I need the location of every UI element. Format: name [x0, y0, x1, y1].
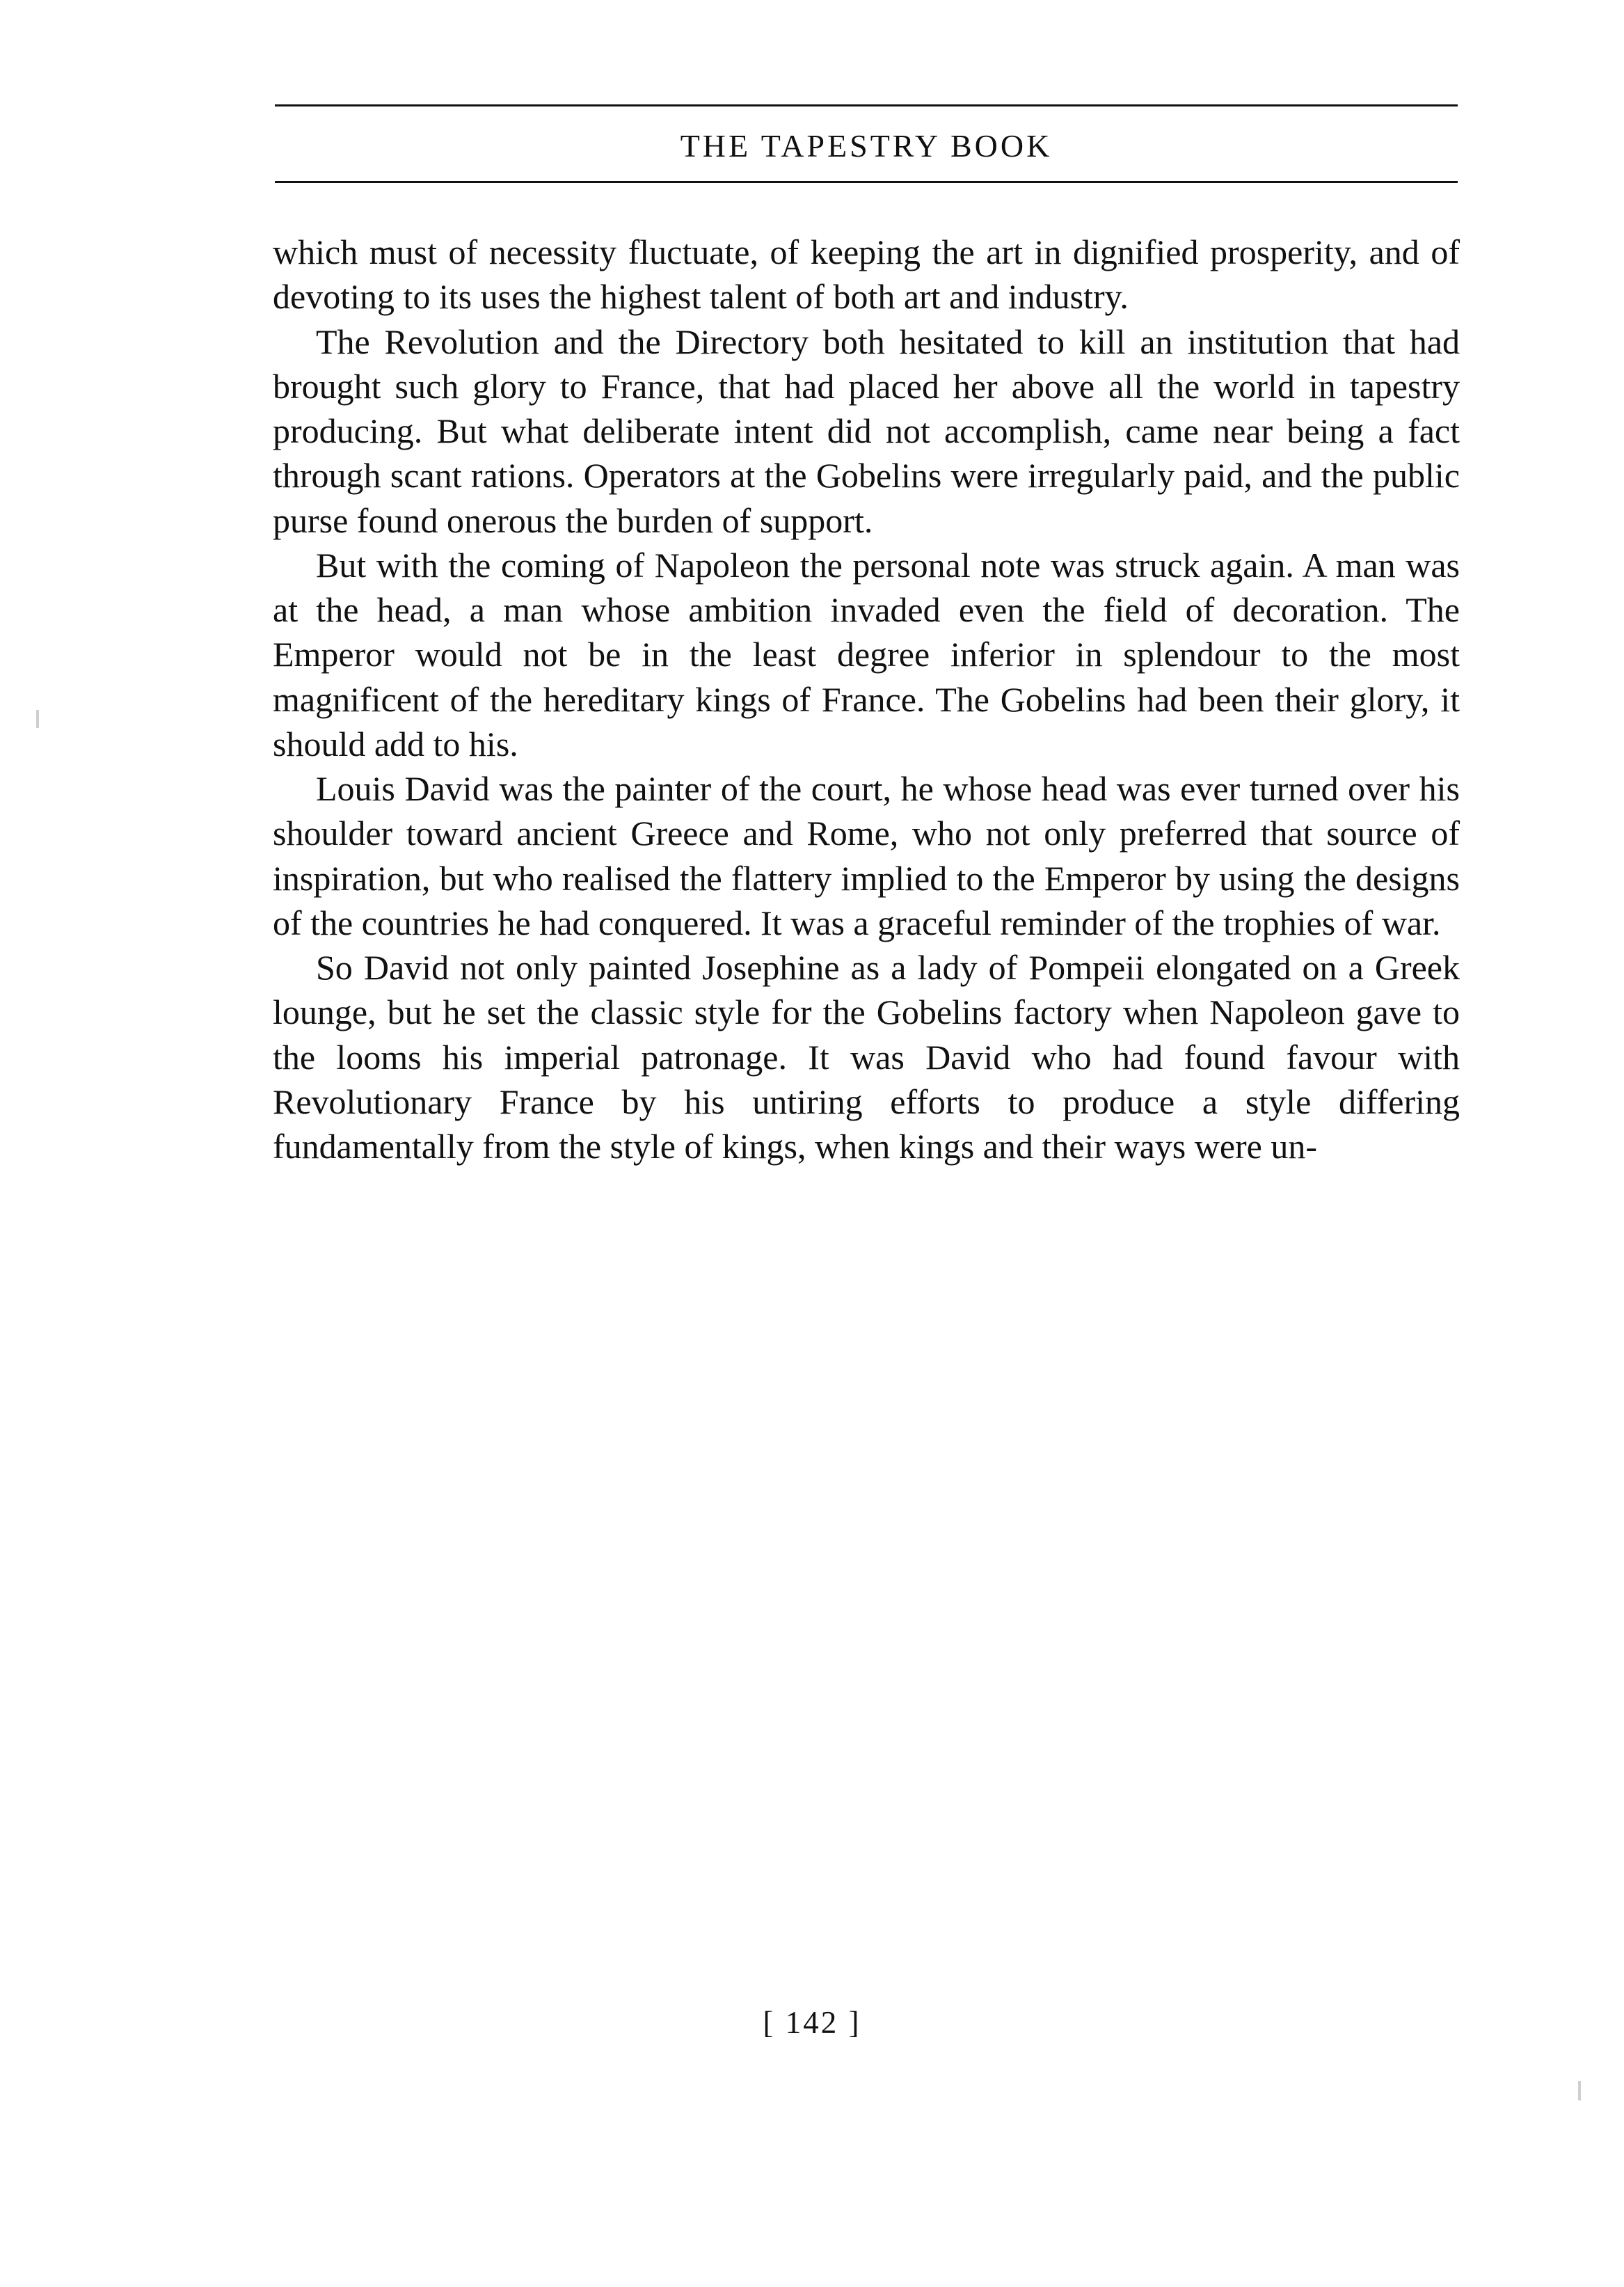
- paragraph-1: which must of necessity fluctuate, of keeping the art in dignified prosperity, and of devoting to its uses the highest talent of both art and industry.: [273, 232, 1460, 317]
- body-text: [273, 230, 1460, 1169]
- page-header: [275, 104, 1458, 183]
- paragraph-3: But with the coming of Napoleon the personal note was struck again. A man was at the head, a man whose ambition invaded even the field of decoration. The Emperor would not be in the least degree inferior in splendour to the most magnificent of the hereditary kings of France. The Gobelins had been their glory, it should add to his.: [273, 545, 1460, 763]
- paragraph-2: The Revolution and the Directory both hesitated to kill an institution that had brought such glory to France, that had placed her above all the world in tapestry producing. But what deliberate intent did not accomplish, came near being a fact through scant rations. Operators at the Gobelins were irregularly paid, and the public purse found onerous the burden of support.: [273, 322, 1460, 540]
- header-rule-bottom: [275, 181, 1458, 183]
- page-edge-mark-left: [36, 710, 39, 728]
- running-head: THE TAPESTRY BOOK: [680, 128, 1053, 164]
- paragraph-4: Louis David was the painter of the court, he whose head was ever turned over his shoulder toward ancient Greece and Rome, who not only preferred that source of inspiration, but who realised the flattery implied to the Emperor by using the designs of the countries he had conquered. It was a graceful reminder of the trophies of war.: [273, 769, 1460, 942]
- page-number: [ 142 ]: [763, 2005, 861, 2040]
- paragraph-5: So David not only painted Josephine as a lady of Pompeii elongated on a Greek lounge, but he set the classic style for the Gobelins factory when Napoleon gave to the looms his imperial patronage. It was David who had found favour with Revolutionary France by his untiring efforts to produce a style differing fundamentally from the style of kings, when kings and their ways were un-: [273, 948, 1460, 1166]
- page-edge-mark-right: [1578, 2081, 1581, 2100]
